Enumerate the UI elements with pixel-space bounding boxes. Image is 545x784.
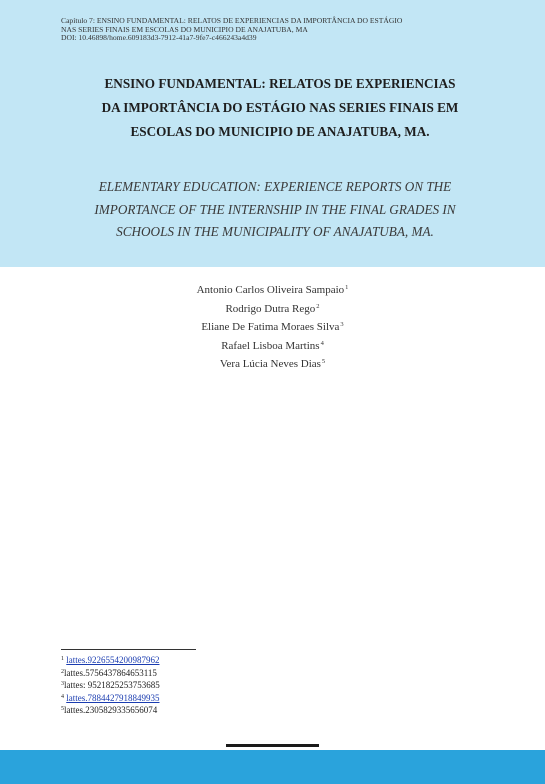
footnote-divider [61,649,196,650]
title-line: DA IMPORTÂNCIA DO ESTÁGIO NAS SERIES FINAIS EM [101,100,459,115]
footer-accent-bar [226,744,319,747]
running-head-line: NAS SERIES FINAIS EM ESCOLAS DO MUNICIPIO DE ANAJATUBA, MA [61,24,308,34]
footnote-marker: 5 [321,358,326,365]
footnote-text: lattes.5756437864653115 [64,667,157,678]
title-line: ESCOLAS DO MUNICIPIO DE ANAJATUBA, MA. [130,124,430,139]
footnote-item: $^3$lattes: 9521825253753685 [61,680,160,690]
footer-band [0,750,545,784]
footnote-text: lattes: 9521825253753685 [64,680,160,690]
title-line: ENSINO FUNDAMENTAL: RELATOS DE EXPERIENCIAS [104,76,456,91]
footnote-marker: 4 [320,339,324,347]
footnote-marker: 1 [345,284,349,291]
author-name: Rafael Lisboa Martins$^4$ [221,339,324,352]
chapter-title-english [60,176,490,244]
title-line: IMPORTANCE OF THE INTERNSHIP IN THE FINAL GRADES IN [94,201,456,217]
lattes-link[interactable]: lattes.7884427918849935 [66,692,160,703]
running-head-line: Capítulo 7: ENSINO FUNDAMENTAL: RELATOS DE EXPERIENCIAS DA IMPORTÂNCIA DO ESTÁGIO [61,16,403,25]
footnote-text: lattes.2305829335656074 [64,705,158,715]
author-list [0,280,545,373]
chapter-title-portuguese [70,72,490,144]
author-name: Antonio Carlos Oliveira Sampaio$^1$ [196,284,349,296]
lattes-link[interactable]: lattes.9226554200987962 [66,655,160,665]
running-head [61,17,501,43]
title-line: SCHOOLS IN THE MUNICIPALITY OF ANAJATUBA, MA. [116,224,434,239]
footnote-item: $^5$lattes.2305829335656074 [61,705,158,715]
doi-line: DOI: 10.46898/home.609183d3-7912-41a7-9fe7-c466243a4d39 [61,33,257,43]
footnote-item: $^4$ lattes.7884427918849935 [61,692,160,703]
footnote-marker: 2 [316,302,320,310]
footnote-item: $^2$lattes.5756437864653115 [61,667,157,678]
chapter-header-band [0,0,545,267]
footnote-marker: 3 [340,321,344,328]
author-name: Rodrigo Dutra Rego$^2$ [225,302,320,315]
title-line: ELEMENTARY EDUCATION: EXPERIENCE REPORTS ON THE [98,179,452,194]
footnotes [61,654,160,717]
author-name: Vera Lúcia Neves Dias$^5$ [219,358,326,370]
author-name: Eliane De Fatima Moraes Silva$^3$ [201,321,344,333]
footnote-item: $^1$ lattes.9226554200987962 [61,655,160,665]
